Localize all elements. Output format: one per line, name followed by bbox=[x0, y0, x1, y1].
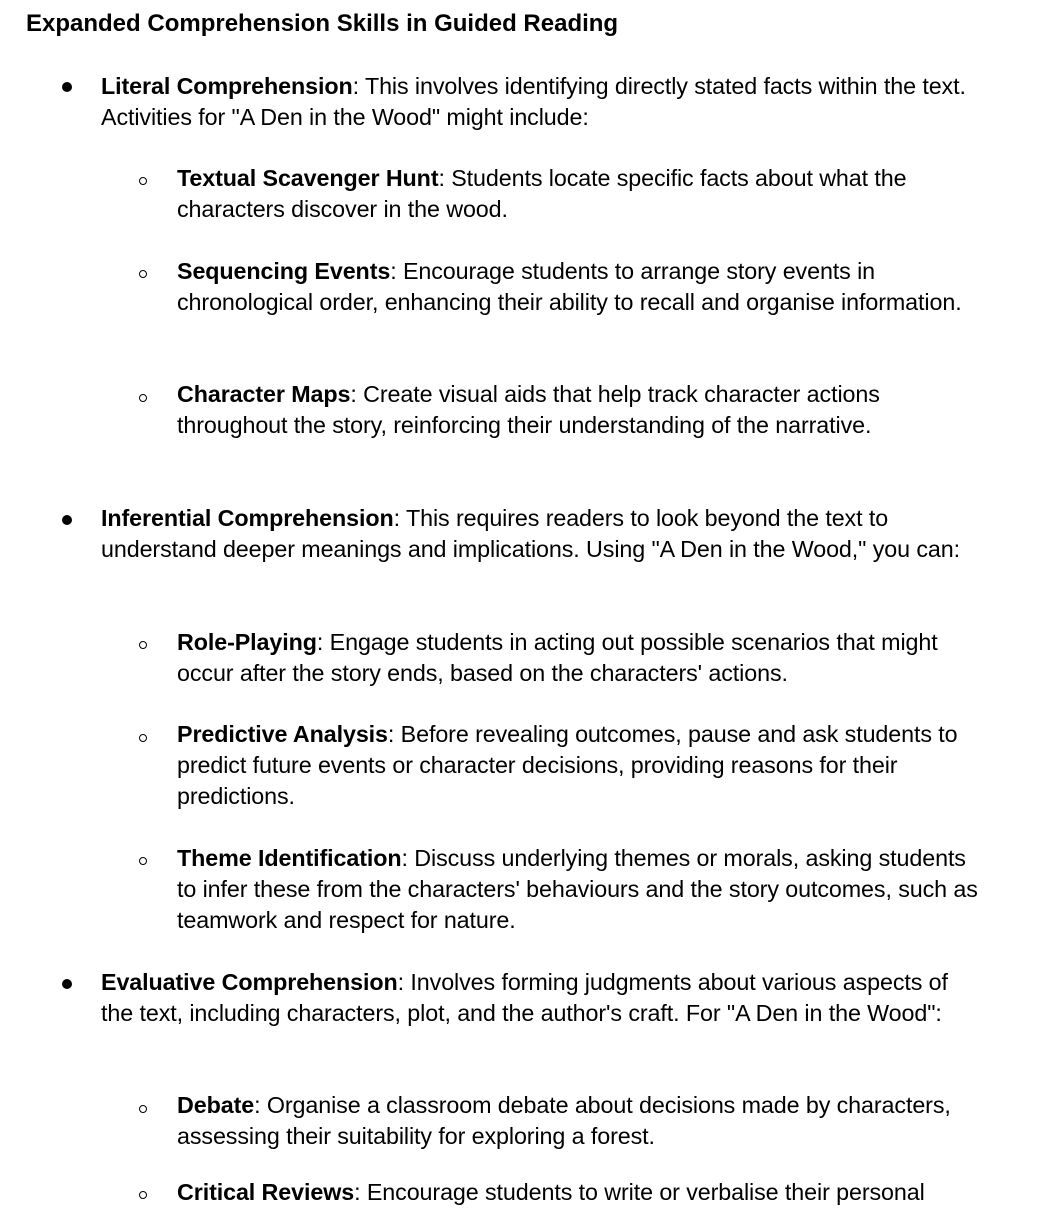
list-item-character-maps bbox=[177, 379, 987, 441]
item-text: : Before revealing outcomes, pause and ask students to predict future events or character decisions, providing reasons for their predictions. bbox=[177, 721, 958, 809]
section-inferential-comprehension bbox=[101, 503, 986, 565]
list-item-sequencing-events bbox=[177, 256, 987, 318]
bullet-icon bbox=[62, 979, 72, 989]
item-term: Critical Reviews bbox=[177, 1179, 355, 1205]
list-item-theme-identification bbox=[177, 843, 987, 936]
item-term: Debate bbox=[177, 1092, 255, 1118]
section-text: : This involves identifying directly stated facts within the text. Activities for "A Den in the Wood" might include: bbox=[101, 73, 966, 130]
section-text: : Involves forming judgments about various aspects of the text, including characters, plot, and the author's craft. For "A Den in the Wood": bbox=[101, 969, 948, 1026]
item-text: : Discuss underlying themes or morals, asking students to infer these from the characters' behaviours and the story outcomes, such as teamwork and respect for nature. bbox=[177, 845, 978, 933]
hollow-bullet-icon bbox=[139, 857, 147, 865]
section-term: Inferential Comprehension bbox=[101, 505, 394, 531]
page-title: Expanded Comprehension Skills in Guided Reading bbox=[26, 10, 619, 37]
item-text: : Organise a classroom debate about decisions made by characters, assessing their suitability for exploring a forest. bbox=[177, 1092, 951, 1149]
item-text: : Students locate specific facts about what the characters discover in the wood. bbox=[177, 165, 907, 222]
item-term: Sequencing Events bbox=[177, 258, 391, 284]
hollow-bullet-icon bbox=[139, 641, 147, 649]
list-item-role-playing bbox=[177, 627, 987, 689]
item-term: Role-Playing bbox=[177, 629, 317, 655]
list-item-predictive-analysis bbox=[177, 719, 987, 812]
item-text: : Encourage students to arrange story events in chronological order, enhancing their ability to recall and organise information. bbox=[177, 258, 962, 315]
section-literal-comprehension bbox=[101, 71, 986, 133]
hollow-bullet-icon bbox=[139, 394, 147, 402]
list-item-critical-reviews bbox=[177, 1177, 987, 1208]
section-evaluative-comprehension bbox=[101, 967, 986, 1029]
hollow-bullet-icon bbox=[139, 177, 147, 185]
bullet-icon bbox=[62, 82, 72, 92]
hollow-bullet-icon bbox=[139, 1191, 147, 1199]
item-term: Predictive Analysis bbox=[177, 721, 388, 747]
section-text: : This requires readers to look beyond the text to understand deeper meanings and implications. Using "A Den in the Wood," you can: bbox=[101, 505, 960, 562]
item-term: Theme Identification bbox=[177, 845, 402, 871]
item-text: : Encourage students to write or verbalise their personal bbox=[354, 1179, 925, 1205]
item-text: : Engage students in acting out possible scenarios that might occur after the story ends, based on the characters' actions. bbox=[177, 629, 938, 686]
hollow-bullet-icon bbox=[139, 734, 147, 742]
item-term: Character Maps bbox=[177, 381, 351, 407]
item-term: Textual Scavenger Hunt bbox=[177, 165, 439, 191]
bullet-icon bbox=[62, 515, 72, 525]
item-text: : Create visual aids that help track character actions throughout the story, reinforcing their understanding of the narrative. bbox=[177, 381, 880, 438]
hollow-bullet-icon bbox=[139, 1105, 147, 1113]
list-item-debate bbox=[177, 1090, 987, 1152]
list-item-textual-scavenger-hunt bbox=[177, 163, 987, 225]
section-term: Literal Comprehension bbox=[101, 73, 353, 99]
section-term: Evaluative Comprehension bbox=[101, 969, 398, 995]
hollow-bullet-icon bbox=[139, 270, 147, 278]
